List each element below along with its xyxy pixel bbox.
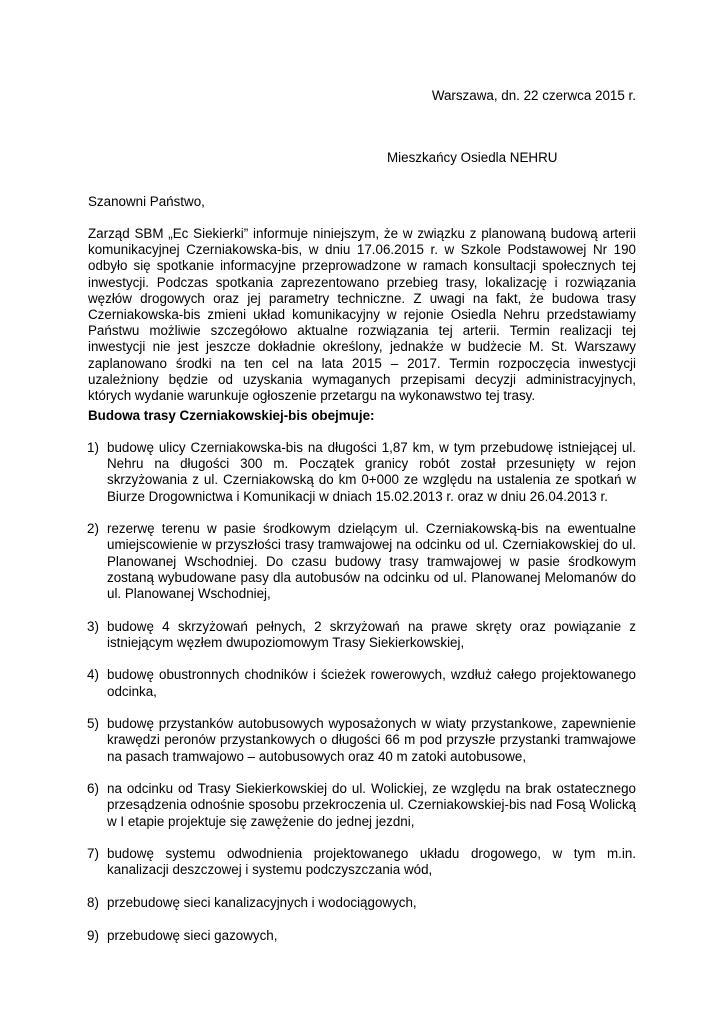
recipient-line: Mieszkańcy Osiedla NEHRU: [387, 150, 558, 165]
list-item-text: budowę 4 skrzyżowań pełnych, 2 skrzyżowań na prawe skręty oraz powiązanie z istniejącym węzłem dwupoziomowym Trasy Siekierkowskiej,: [107, 618, 636, 650]
list-item-number: 5): [87, 716, 99, 732]
list-item-number: 9): [87, 927, 99, 943]
list-item-number: 2): [87, 521, 99, 537]
list-item-number: 6): [87, 781, 99, 797]
list-item-text: budowę obustronnych chodników i ścieżek rowerowych, wzdłuż całego projektowanego odcinka,: [107, 667, 636, 699]
list-item-number: 3): [87, 618, 99, 634]
list-item: [88, 716, 636, 765]
list-item: [88, 619, 636, 651]
scope-list: [88, 440, 636, 960]
list-item-number: 4): [87, 667, 99, 683]
list-item-text: na odcinku od Trasy Siekierkowskiej do ul. Wolickiej, ze względu na brak ostatecznego przesądzenia odnośnie sposobu przekroczenia ul. Czerniakowskiej-bis nad Fosą Wolicką w I etapie projektuje się zawężenie do jednej jezdni,: [107, 781, 636, 829]
list-item: [88, 440, 636, 505]
section-heading: Budowa trasy Czerniakowskiej-bis obejmuje:: [88, 408, 375, 423]
list-item: [88, 928, 636, 944]
list-item-number: 8): [87, 895, 99, 910]
list-item-text: budowę systemu odwodnienia projektowanego układu drogowego, w tym m.in. kanalizacji deszczowej i systemu podczyszczania wód,: [107, 846, 636, 878]
list-item-number: 1): [87, 440, 99, 455]
date-line: Warszawa, dn. 22 czerwca 2015 r.: [431, 88, 636, 103]
list-item-number: 7): [87, 846, 99, 862]
list-item-text: budowę przystanków autobusowych wyposażonych w wiaty przystankowe, zapewnienie krawędzi peronów przystankowych o długości 66 m pod przyszłe przystanki tramwajowe na pasach tramwajowo – autobusowych oraz 40 m zatoki autobusowe,: [107, 716, 636, 764]
list-item-text: przebudowę sieci gazowych,: [107, 927, 278, 943]
salutation: Szanowni Państwo,: [88, 194, 205, 209]
list-item: [88, 895, 636, 911]
list-item-text: przebudowę sieci kanalizacyjnych i wodociągowych,: [107, 895, 417, 910]
list-item: [88, 846, 636, 878]
list-item: [88, 781, 636, 830]
list-item-text: rezerwę terenu w pasie środkowym dzielącym ul. Czerniakowską-bis na ewentualne umiejscowienie w przyszłości trasy tramwajowej na odcinku od ul. Czerniakowskiej do ul. Planowanej Wschodniej. Do czasu budowy trasy tramwajowej w pasie środkowym zostaną wybudowane pasy dla autobusów na odcinku od ul. Planowanej Melomanów do ul. Planowanej Wschodniej,: [107, 521, 636, 602]
intro-paragraph: Zarząd SBM „Ec Siekierki” informuje niniejszym, że w związku z planowaną budową arterii komunikacyjnej Czerniakowska-bis, w dniu 17.06.2015 r. w Szkole Podstawowej Nr 190 odbyło się spotkanie informacyjne przeprowadzone w ramach konsultacji społecznych tej inwestycji. Podczas spotkania zaprezentowano przebieg trasy, lokalizację i rozwiązania węzłów drogowych oraz jej parametry techniczne. Z uwagi na fakt, że budowa trasy Czerniakowska-bis zmieni układ komunikacyjny w rejonie Osiedla Nehru przedstawiamy Państwu możliwie szczegółowo aktualne rozwiązania tej arterii. Termin realizacji tej inwestycji nie jest jeszcze dokładnie określony, jednakże w budżecie M. St. Warszawy zaplanowano środki na ten cel na lata 2015 – 2017. Termin rozpoczęcia inwestycji uzależniony będzie od uzyskania wymaganych przepisami decyzji administracyjnych, których wydanie warunkuje ogłoszenie przetargu na wykonawstwo tej trasy.: [88, 226, 636, 404]
list-item: [88, 521, 636, 602]
list-item: [88, 667, 636, 699]
list-item-text: budowę ulicy Czerniakowska-bis na długości 1,87 km, w tym przebudowę istniejącej ul. Nehru na długości 300 m. Początek granicy robót został przesunięty w rejon skrzyżowania z ul. Czerniakowską do km 0+000 ze względu na ustalenia ze spotkań w Biurze Drogownictwa i Komunikacji w dniach 15.02.2013 r. oraz w dniu 26.04.2013 r.: [107, 440, 636, 504]
